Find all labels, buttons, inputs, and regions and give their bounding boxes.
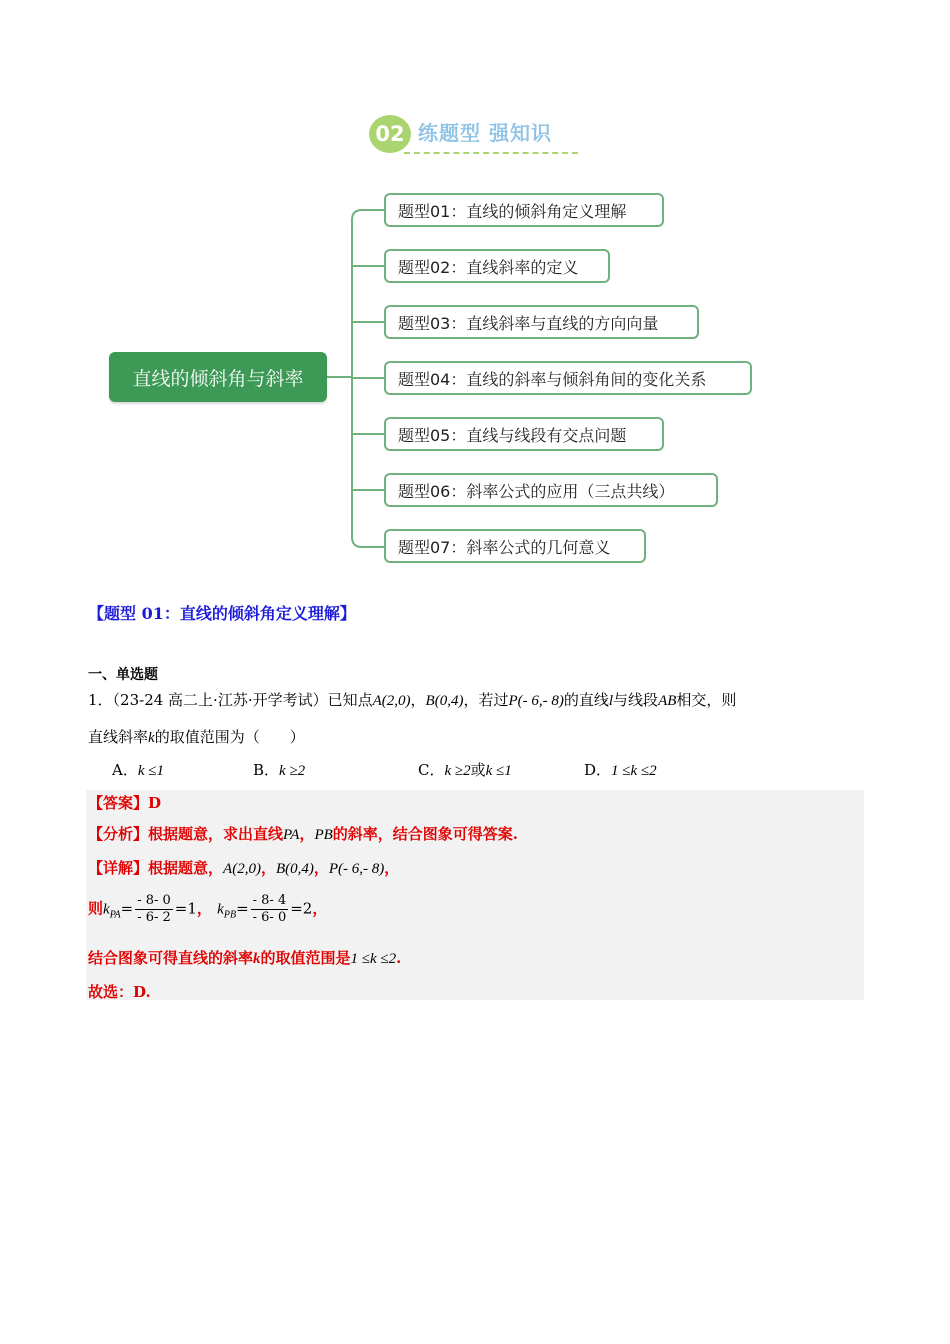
option-d-expr: 1 ≤k ≤2: [611, 763, 657, 779]
mindmap-connectors: [0, 0, 950, 600]
mindmap-branch-type05: 题型05：直线与线段有交点问题: [384, 417, 664, 451]
option-c: C．k ≥2或k ≤1: [418, 761, 512, 779]
option-a-expr: k ≤1: [137, 763, 164, 779]
question-number: 1．: [88, 691, 113, 709]
option-d: D．1 ≤k ≤2: [584, 761, 657, 779]
detail-line: 【详解】根据题意，A(2,0)，B(0,4)，P(- 6,- 8)，: [88, 859, 400, 877]
option-c-expr: k ≥2: [444, 763, 471, 779]
segment-ab: AB: [658, 693, 677, 709]
question-line-1: 1．（23-24 高二上·江苏·开学考试）已知点A(2,0)，B(0,4)，若过P(- 6,- 8)的直线l与线段AB相交，则: [88, 691, 737, 709]
slope-k: k: [148, 730, 155, 746]
slope-calculation-line: 则$k_{PA}=$ $\frac{- 8- 0}{- 6- 2}$ =1， $k_{PB}=$ $\frac{- 8- 4}{- 6- 0}$ =2，: [88, 893, 328, 925]
mindmap-branch-type03: 题型03：直线斜率与直线的方向向量: [384, 305, 699, 339]
line-l: l: [608, 693, 614, 709]
question-source: （23-24 高二上·江苏·开学考试）已知点: [112, 691, 373, 709]
mindmap-branch-type07: 题型07：斜率公式的几何意义: [384, 529, 646, 563]
mindmap-branch-type01: 题型01：直线的倾斜角定义理解: [384, 193, 664, 227]
section-title: 【题型 01：直线的倾斜角定义理解】: [88, 604, 356, 623]
option-b-expr: k ≥2: [279, 763, 306, 779]
conclusion-line: 结合图象可得直线的斜率k的取值范围是1 ≤k ≤2.: [88, 949, 402, 967]
question-category: 一、单选题: [88, 667, 158, 683]
fraction-pb: $\frac{- 8- 4}{- 6- 0}$: [252, 893, 287, 925]
analysis-line: 【分析】根据题意，求出直线PA，PB的斜率，结合图象可得答案.: [88, 825, 519, 843]
answer-line: 【答案】D: [88, 794, 162, 812]
mindmap-branch-type06: 题型06：斜率公式的应用（三点共线）: [384, 473, 718, 507]
section-number-badge: 02: [369, 115, 411, 153]
answer-value: D: [148, 794, 162, 812]
point-b: B(0,4): [425, 693, 464, 709]
question-line-2: 直线斜率k的取值范围为（ ）: [88, 728, 305, 746]
section-banner-title: 练题型 强知识: [418, 121, 552, 145]
fraction-pa: $\frac{- 8- 0}{- 6- 2}$: [137, 893, 171, 925]
option-a: A．k ≤1: [112, 761, 164, 779]
mindmap-root-node: 直线的倾斜角与斜率: [109, 352, 327, 402]
final-answer-line: 故选：D.: [88, 983, 151, 1001]
mindmap-branch-type02: 题型02：直线斜率的定义: [384, 249, 610, 283]
option-b: B．k ≥2: [253, 761, 306, 779]
point-a: A(2,0): [372, 693, 411, 709]
mindmap-branch-type04: 题型04：直线的斜率与倾斜角间的变化关系: [384, 361, 752, 395]
point-p: P(- 6,- 8): [508, 693, 564, 709]
option-c-expr2: k ≤1: [485, 763, 512, 779]
